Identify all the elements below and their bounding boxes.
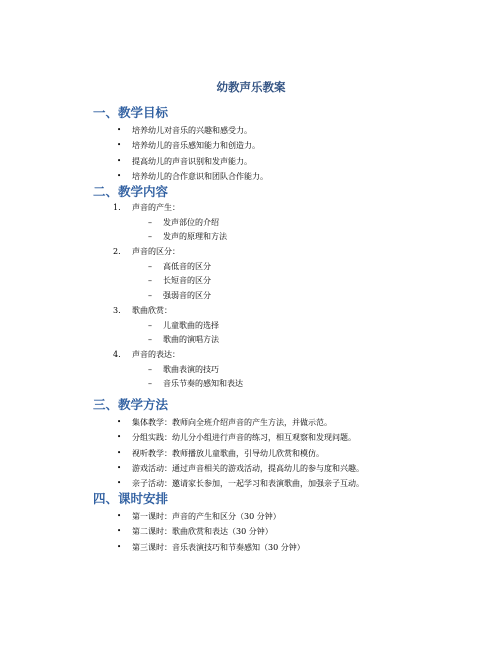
bullet-icon: •: [117, 479, 122, 488]
content-list: [93, 201, 423, 392]
bullet-icon: •: [117, 463, 122, 472]
section-heading: 二、教学内容: [93, 184, 169, 199]
list-item: • 视听教学：教师播放儿童歌曲，引导幼儿欣赏和模仿。: [93, 446, 423, 461]
list-item: • 第一课时：声音的产生和区分（30 分钟）: [93, 509, 423, 524]
list-item: • 培养幼儿的音乐感知能力和创造力。: [93, 138, 423, 153]
sub-item: – 高低音的区分: [93, 260, 423, 275]
methods-list: [93, 415, 423, 491]
dash-icon: –: [148, 335, 152, 345]
bullet-icon: •: [117, 542, 122, 551]
dash-icon: –: [148, 291, 152, 301]
dash-icon: –: [148, 320, 152, 330]
bullet-icon: •: [117, 126, 122, 134]
section-heading: 一、教学目标: [93, 105, 169, 120]
sub-item: – 儿童歌曲的选择: [93, 319, 423, 334]
list-item: • 第三课时：音乐表演技巧和节奏感知（30 分钟）: [93, 540, 423, 555]
list-item: • 培养幼儿对音乐的兴趣和感受力。: [93, 123, 423, 138]
bullet-icon: •: [117, 141, 122, 150]
bullet-icon: •: [117, 156, 122, 165]
list-item: • 提高幼儿的声音识别和发声能力。: [93, 154, 423, 169]
list-item: • 游戏活动：通过声音相关的游戏活动，提高幼儿的参与度和兴趣。: [93, 461, 423, 476]
section-schedule: [93, 491, 423, 555]
dash-icon: –: [148, 217, 152, 227]
list-item: • 集体教学：教师向全班介绍声音的产生方法，并做示范。: [93, 415, 423, 430]
dash-icon: –: [148, 276, 152, 286]
section-teaching-content: [93, 184, 423, 392]
list-item: • 培养幼儿的合作意识和团队合作能力。: [93, 169, 423, 184]
sub-item: – 发声部位的介绍: [93, 216, 423, 231]
list-item: • 第二课时：歌曲欣赏和表达（30 分钟）: [93, 524, 423, 539]
numbered-item: 4. 声音的表达： – 歌曲表演的技巧 – 音乐节奏的感知和表达: [93, 348, 423, 392]
dash-icon: –: [148, 364, 152, 374]
schedule-list: [93, 509, 423, 555]
bullet-icon: •: [117, 512, 122, 520]
bullet-icon: •: [117, 418, 122, 426]
dash-icon: –: [148, 379, 152, 389]
sub-item: – 发声的原理和方法: [93, 230, 423, 245]
sub-item: – 强弱音的区分: [93, 289, 423, 304]
section-teaching-goals: [93, 105, 423, 184]
numbered-item: 1. 声音的产生： – 发声部位的介绍 – 发声的原理和方法: [93, 201, 423, 245]
bullet-icon: •: [117, 448, 122, 457]
bullet-icon: •: [117, 527, 122, 536]
bullet-icon: •: [117, 433, 122, 442]
bullet-icon: •: [117, 171, 122, 180]
list-item: • 亲子活动：邀请家长参加，一起学习和表演歌曲，加强亲子互动。: [93, 476, 423, 491]
document-title: 幼教声乐教案: [216, 80, 286, 94]
list-item: • 分组实践：幼儿分小组进行声音的练习，相互观察和发现问题。: [93, 430, 423, 445]
dash-icon: –: [148, 232, 152, 242]
numbered-item: 3. 歌曲欣赏： – 儿童歌曲的选择 – 歌曲的演唱方法: [93, 304, 423, 348]
goals-list: [93, 123, 423, 184]
section-teaching-methods: [93, 397, 423, 491]
numbered-item: 2. 声音的区分： – 高低音的区分 – 长短音的区分 – 强弱音的区分: [93, 245, 423, 304]
section-heading: 四、课时安排: [93, 491, 169, 506]
sub-item: – 歌曲的演唱方法: [93, 333, 423, 348]
sub-item: – 长短音的区分: [93, 274, 423, 289]
section-heading: 三、教学方法: [93, 397, 169, 412]
sub-item: – 音乐节奏的感知和表达: [93, 377, 423, 392]
dash-icon: –: [148, 261, 152, 271]
sub-item: – 歌曲表演的技巧: [93, 363, 423, 378]
